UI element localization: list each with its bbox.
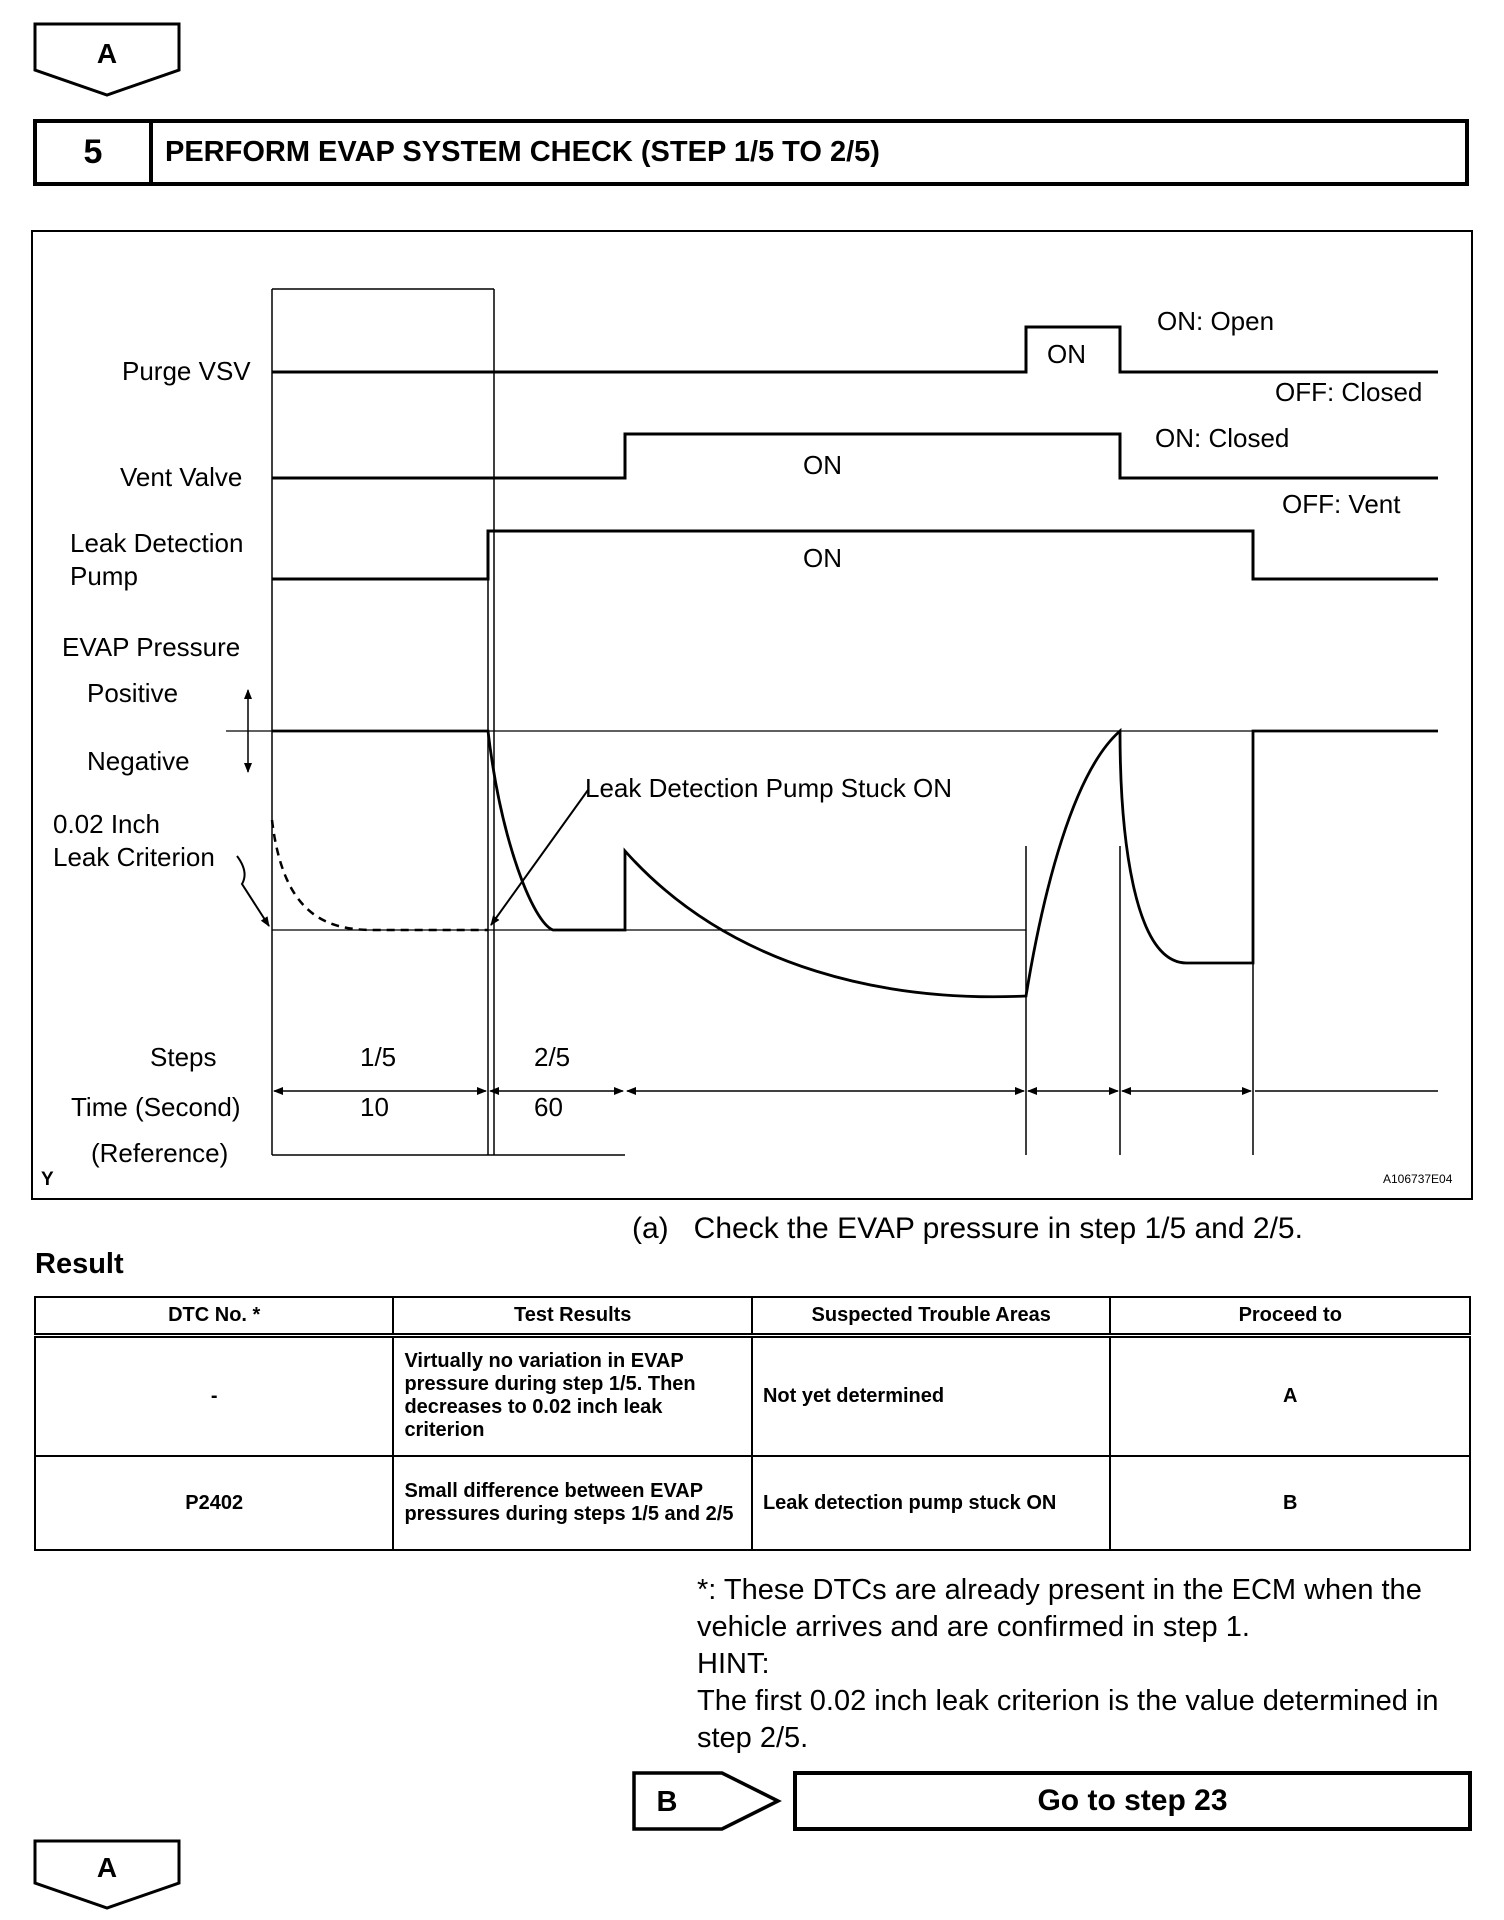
figure-id: A106737E04 (1383, 1172, 1453, 1186)
hint-label: HINT: (697, 1648, 770, 1680)
result-title: Result (35, 1248, 124, 1280)
step-header (33, 119, 1469, 186)
goto-b-arrow (632, 1771, 782, 1833)
cell-dtc: P2402 (35, 1456, 393, 1550)
label-criterion-2: Leak Criterion (53, 842, 215, 872)
label-purge-vsv: Purge VSV (122, 356, 251, 386)
label-steps: Steps (150, 1042, 217, 1072)
cell-trouble-area: Not yet determined (752, 1335, 1111, 1456)
evap-pressure-curve (272, 731, 1438, 997)
marker-a-bottom-label: A (96, 1852, 118, 1883)
label-leak-pump-1: Leak Detection (70, 528, 244, 558)
goto-b-label: B (656, 1786, 678, 1818)
label-leak-pump-2: Pump (70, 561, 138, 591)
header-test-results: Test Results (393, 1297, 752, 1335)
notes-block (697, 1572, 1477, 1757)
label-reference: (Reference) (91, 1138, 229, 1168)
dtc-note: *: These DTCs are already present in the ECM when the vehicle arrives and are confirmed in step 1. (697, 1574, 1422, 1643)
state-purge-on: ON (1047, 339, 1086, 369)
state-pump-on: ON (803, 543, 842, 573)
step-label-1: 1/5 (360, 1042, 397, 1072)
header-dtc: DTC No. * (35, 1297, 393, 1335)
criterion-pointer (237, 856, 269, 926)
cell-dtc: - (35, 1335, 393, 1456)
annotation-stuck-on: Leak Detection Pump Stuck ON (585, 773, 953, 803)
cell-proceed: B (1110, 1456, 1470, 1550)
stuck-on-pointer (491, 790, 588, 925)
time-value-1: 10 (360, 1092, 389, 1122)
marker-a-top (33, 22, 183, 100)
result-table (34, 1296, 1471, 1551)
evap-dashed-curve (272, 820, 488, 930)
label-negative: Negative (87, 746, 190, 776)
step-number: 5 (37, 123, 153, 182)
cell-test-result: Small difference between EVAP pressures during steps 1/5 and 2/5 (393, 1456, 752, 1550)
state-vent-on: ON (803, 450, 842, 480)
timing-diagram (31, 230, 1473, 1200)
cell-proceed: A (1110, 1335, 1470, 1456)
cell-trouble-area: Leak detection pump stuck ON (752, 1456, 1111, 1550)
label-evap-pressure: EVAP Pressure (62, 632, 241, 662)
cell-test-result: Virtually no variation in EVAP pressure during step 1/5. Then decreases to 0.02 inch leak criterion (393, 1335, 752, 1456)
step-title: PERFORM EVAP SYSTEM CHECK (STEP 1/5 TO 2/5) (165, 136, 880, 168)
table-row (35, 1456, 1470, 1550)
hint-text: The first 0.02 inch leak criterion is the value determined in step 2/5. (697, 1685, 1439, 1754)
header-proceed: Proceed to (1110, 1297, 1470, 1335)
corner-mark: Y (41, 1169, 54, 1190)
label-criterion-1: 0.02 Inch (53, 809, 160, 839)
marker-a-top-label: A (96, 38, 118, 69)
table-row (35, 1335, 1470, 1456)
marker-a-bottom (33, 1839, 183, 1917)
check-instruction: (a) Check the EVAP pressure in step 1/5 and 2/5. (632, 1212, 1303, 1245)
goto-step-button[interactable]: Go to step 23 (793, 1771, 1472, 1831)
step-label-2: 2/5 (534, 1042, 571, 1072)
time-value-2: 60 (534, 1092, 563, 1122)
state-on-open: ON: Open (1157, 306, 1275, 336)
label-positive: Positive (87, 678, 179, 708)
header-trouble-areas: Suspected Trouble Areas (752, 1297, 1111, 1335)
table-header-row (35, 1297, 1470, 1335)
state-off-vent: OFF: Vent (1282, 489, 1401, 519)
state-on-closed: ON: Closed (1155, 423, 1290, 453)
label-time: Time (Second) (71, 1092, 241, 1122)
leak-pump-signal (272, 531, 1438, 579)
state-off-closed: OFF: Closed (1275, 377, 1423, 407)
label-vent-valve: Vent Valve (120, 462, 243, 492)
